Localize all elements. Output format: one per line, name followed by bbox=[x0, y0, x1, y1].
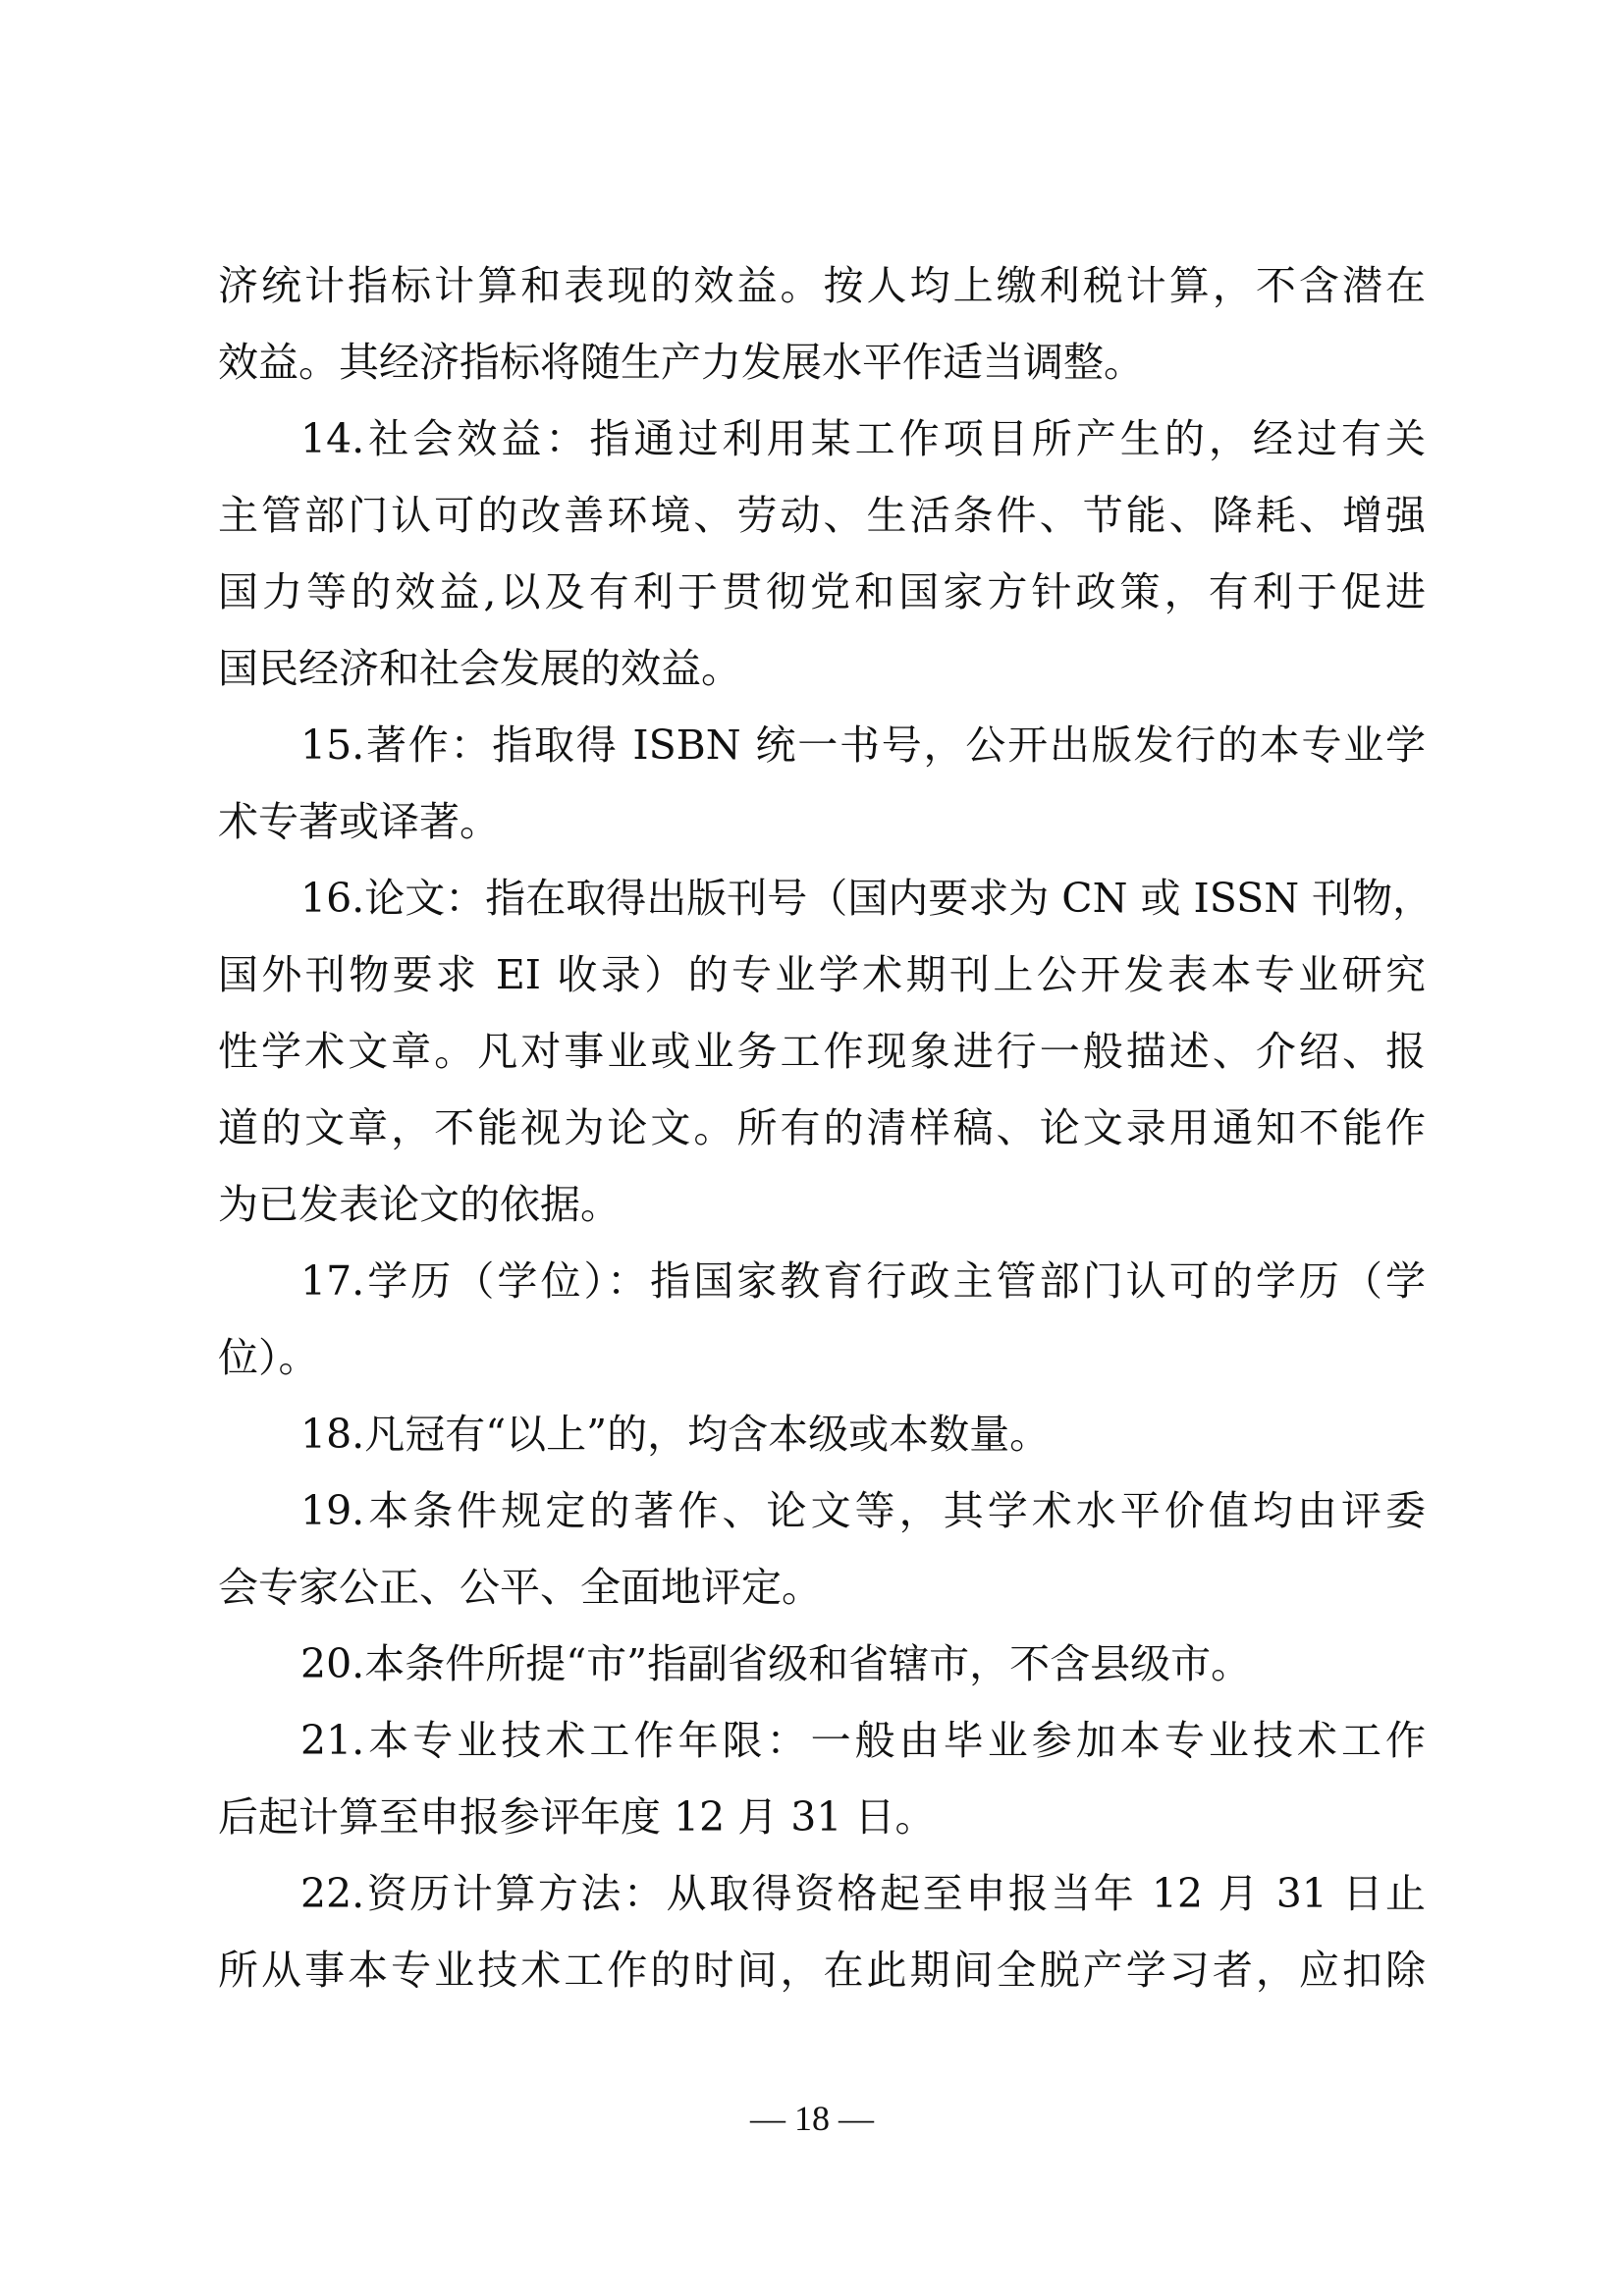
text-line: 位）。 bbox=[218, 1334, 319, 1381]
text-line: 国力等的效益,以及有利于贯彻党和国家方针政策，有利于促进 bbox=[218, 568, 1426, 615]
text-line: 国民经济和社会发展的效益。 bbox=[218, 645, 741, 692]
text-line: 术专著或译著。 bbox=[218, 798, 500, 845]
text-line: 为已发表论文的依据。 bbox=[218, 1181, 621, 1228]
item-22-line: 22.资历计算方法：从取得资格起至申报当年 12 月 31 日止 bbox=[300, 1870, 1426, 1917]
text-line: 主管部门认可的改善环境、劳动、生活条件、节能、降耗、增强 bbox=[218, 492, 1426, 539]
item-16-line: 16.论文：指在取得出版刊号（国内要求为 CN 或 ISSN 刊物， bbox=[300, 875, 1434, 922]
item-21-line: 21.本专业技术工作年限：一般由毕业参加本专业技术工作 bbox=[300, 1717, 1426, 1764]
item-15-line: 15.著作：指取得 ISBN 统一书号，公开出版发行的本专业学 bbox=[300, 721, 1426, 769]
item-17-line: 17.学历（学位）：指国家教育行政主管部门认可的学历（学 bbox=[300, 1257, 1426, 1305]
text-line: 国外刊物要求 EI 收录）的专业学术期刊上公开发表本专业研究 bbox=[218, 951, 1426, 998]
page-number: — 18 — bbox=[750, 2099, 874, 2138]
text-line: 济统计指标计算和表现的效益。按人均上缴利税计算，不含潜在 bbox=[218, 262, 1426, 309]
text-line: 道的文章，不能视为论文。所有的清样稿、论文录用通知不能作 bbox=[218, 1104, 1426, 1151]
item-14-line: 14.社会效益：指通过利用某工作项目所产生的，经过有关 bbox=[300, 415, 1426, 462]
text-line: 性学术文章。凡对事业或业务工作现象进行一般描述、介绍、报 bbox=[218, 1028, 1426, 1075]
text-line: 效益。其经济指标将随生产力发展水平作适当调整。 bbox=[218, 339, 1144, 386]
text-line: 后起计算至申报参评年度 12 月 31 日。 bbox=[218, 1793, 936, 1841]
body-text bbox=[218, 247, 1434, 2008]
text-line: 所从事本专业技术工作的时间，在此期间全脱产学习者，应扣除 bbox=[218, 1947, 1426, 1994]
text-line: 会专家公正、公平、全面地评定。 bbox=[218, 1564, 822, 1611]
item-18-line: 18.凡冠有“以上”的，均含本级或本数量。 bbox=[300, 1411, 1051, 1458]
item-19-line: 19.本条件规定的著作、论文等，其学术水平价值均由评委 bbox=[300, 1487, 1426, 1534]
item-20-line: 20.本条件所提“市”指副省级和省辖市，不含县级市。 bbox=[300, 1640, 1252, 1687]
